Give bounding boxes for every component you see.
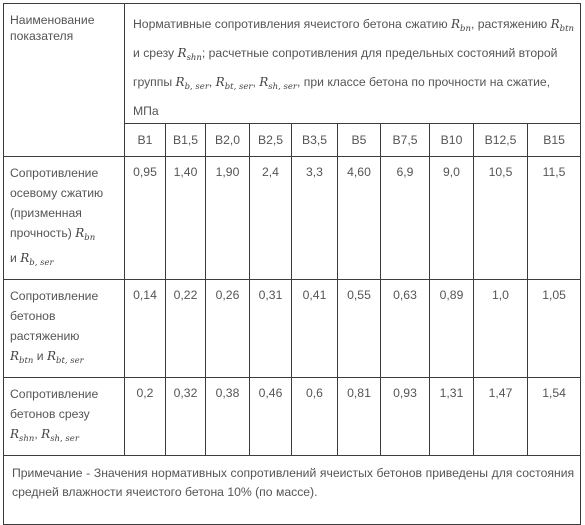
- value-cell: 0,63: [381, 280, 430, 378]
- value-cell: 0,55: [338, 280, 381, 378]
- header-text-7: , при классе бетона по прочности на сжатие, МПа: [133, 75, 551, 118]
- row-label-shear: [4, 378, 125, 456]
- value-cell: 0,22: [166, 280, 206, 378]
- symbol-r-b-ser: $R_{b, ser}$: [20, 251, 54, 268]
- header-text-6: ,: [252, 75, 260, 89]
- symbol-r-sh-ser: $R_{sh, ser}$: [41, 427, 79, 444]
- symbol-r-btn: $R_{btn}$: [550, 17, 574, 34]
- class-cell: В7,5: [381, 124, 430, 157]
- header-text-2: , растяжению: [470, 17, 551, 31]
- symbol-r-b-ser: $R_{b, ser}$: [175, 75, 209, 92]
- class-cell: В2,0: [206, 124, 250, 157]
- value-cell: 1,54: [528, 378, 581, 456]
- value-cell: 0,41: [292, 280, 338, 378]
- table-row: [4, 280, 581, 378]
- class-cell: В10: [430, 124, 474, 157]
- row-label-conjunction: и: [36, 349, 44, 363]
- value-cell: 1,31: [430, 378, 474, 456]
- value-cell: 1,0: [474, 280, 528, 378]
- note-row: [4, 456, 581, 525]
- row-label-text: Сопротивление бетонов растяжению: [10, 289, 99, 343]
- row-label-tension: [4, 280, 125, 378]
- row-label-conjunction: и: [10, 251, 17, 265]
- value-cell: 0,38: [206, 378, 250, 456]
- value-cell: 1,05: [528, 280, 581, 378]
- class-cell: В1: [125, 124, 166, 157]
- value-cell: 6,9: [381, 157, 430, 280]
- row-label-text: Сопротивление осевому сжатию (призменная прочность): [10, 166, 104, 240]
- header-row: [4, 4, 581, 124]
- header-text-1: Нормативные сопротивления ячеистого бетона сжатию: [133, 17, 451, 31]
- header-description-cell: [125, 4, 581, 124]
- value-cell: 0,6: [292, 378, 338, 456]
- value-cell: 0,31: [250, 280, 292, 378]
- value-cell: 1,90: [206, 157, 250, 280]
- value-cell: 0,93: [381, 378, 430, 456]
- symbol-r-shn: $R_{shn}$: [177, 46, 202, 63]
- class-cell: В1,5: [166, 124, 206, 157]
- table-note: Примечание - Значения нормативных сопротивлений ячеистых бетонов приведены для состояния средней влажности ячеистого бетона 10% (по массе).: [4, 456, 581, 525]
- class-cell: В3,5: [292, 124, 338, 157]
- symbol-r-btn: $R_{btn}$: [10, 349, 34, 366]
- header-text-5: ,: [208, 75, 216, 89]
- row-label-separator: ,: [34, 427, 38, 441]
- header-text-3: и срезу: [133, 46, 178, 60]
- value-cell: 1,40: [166, 157, 206, 280]
- symbol-r-bn: $R_{bn}$: [75, 226, 96, 243]
- value-cell: 0,46: [250, 378, 292, 456]
- class-cell: В2,5: [250, 124, 292, 157]
- table-row: [4, 157, 581, 280]
- value-cell: 4,60: [338, 157, 381, 280]
- symbol-r-bt-ser: $R_{bt, ser}$: [215, 75, 253, 92]
- value-cell: 3,3: [292, 157, 338, 280]
- table-row: [4, 378, 581, 456]
- value-cell: 10,5: [474, 157, 528, 280]
- value-cell: 0,81: [338, 378, 381, 456]
- value-cell: 9,0: [430, 157, 474, 280]
- symbol-r-bt-ser: $R_{bt, ser}$: [46, 349, 84, 366]
- value-cell: 0,26: [206, 280, 250, 378]
- value-cell: 2,4: [250, 157, 292, 280]
- value-cell: 11,5: [528, 157, 581, 280]
- symbol-r-sh-ser: $R_{sh, ser}$: [259, 75, 297, 92]
- value-cell: 0,89: [430, 280, 474, 378]
- value-cell: 1,47: [474, 378, 528, 456]
- class-cell: В5: [338, 124, 381, 157]
- row-label-compression: [4, 157, 125, 280]
- header-name-cell: [4, 4, 125, 157]
- norm-resistance-table: [3, 3, 581, 525]
- header-name-label: Наименование показателя: [10, 13, 95, 43]
- class-cell: В12,5: [474, 124, 528, 157]
- value-cell: 0,2: [125, 378, 166, 456]
- symbol-r-shn: $R_{shn}$: [10, 427, 35, 444]
- class-cell: В15: [528, 124, 581, 157]
- value-cell: 0,32: [166, 378, 206, 456]
- header-text-4: ; расчетные сопротивления для предельных состояний второй группы: [133, 46, 558, 89]
- symbol-r-bn: $R_{bn}$: [451, 17, 471, 34]
- row-label-text: Сопротивление бетонов срезу: [10, 387, 99, 421]
- value-cell: 0,95: [125, 157, 166, 280]
- value-cell: 0,14: [125, 280, 166, 378]
